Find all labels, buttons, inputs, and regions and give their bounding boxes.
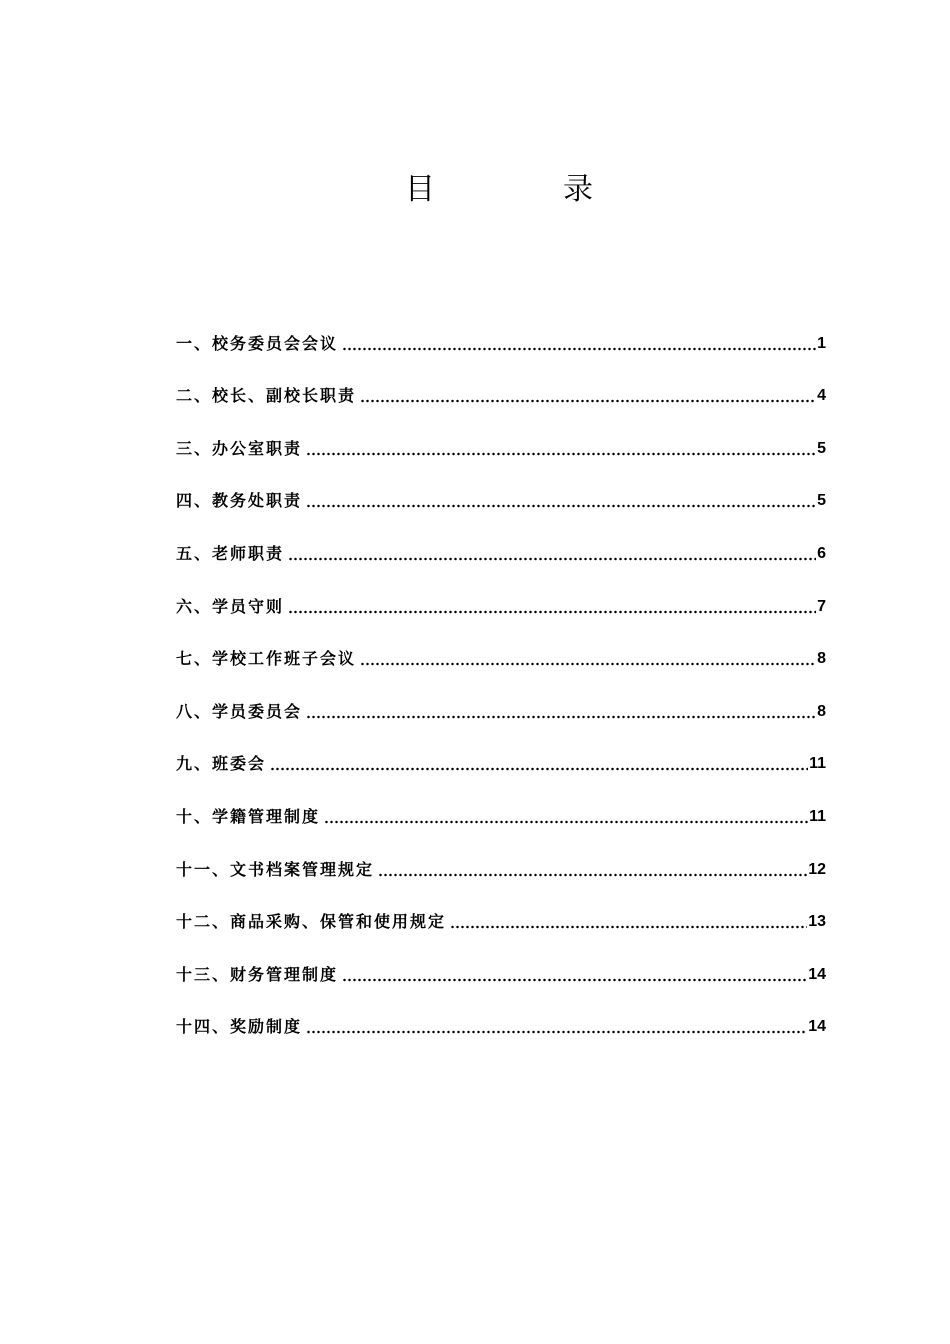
toc-entry-page: 11 (809, 755, 826, 773)
toc-entry-label: 七、学校工作班子会议 (176, 649, 357, 669)
toc-entry-page: 5 (817, 439, 826, 457)
toc-entry-2[interactable] (176, 355, 826, 408)
toc-dot-leader (360, 383, 816, 403)
title-char-lu: 录 (563, 172, 593, 207)
toc-entry-6[interactable] (176, 565, 826, 618)
toc-entry-4[interactable] (176, 460, 826, 513)
toc-dot-leader (360, 646, 816, 666)
toc-dot-leader (306, 436, 816, 456)
toc-dot-leader (342, 331, 816, 351)
title-char-mu: 目 (405, 172, 435, 207)
table-of-contents (176, 302, 826, 1038)
toc-entry-page: 14 (808, 1018, 826, 1036)
toc-dot-leader (288, 594, 816, 614)
toc-entry-page: 8 (817, 650, 826, 668)
toc-dot-leader (306, 488, 816, 508)
toc-entry-9[interactable] (176, 723, 826, 776)
toc-entry-label: 八、学员委员会 (176, 701, 303, 721)
toc-entry-14[interactable] (176, 986, 826, 1039)
toc-entry-label: 二、校长、副校长职责 (176, 386, 357, 406)
toc-entry-page: 11 (809, 807, 826, 825)
toc-dot-leader (306, 1014, 807, 1034)
toc-entry-13[interactable] (176, 933, 826, 986)
toc-entry-1[interactable] (176, 302, 826, 355)
toc-entry-page: 13 (808, 913, 826, 931)
toc-entry-page: 4 (817, 387, 826, 405)
toc-entry-3[interactable] (176, 407, 826, 460)
toc-entry-label: 十二、商品采购、保管和使用规定 (176, 912, 447, 932)
toc-entry-8[interactable] (176, 670, 826, 723)
toc-entry-7[interactable] (176, 618, 826, 671)
toc-entry-page: 6 (817, 544, 826, 562)
toc-entry-label: 四、教务处职责 (176, 491, 303, 511)
toc-entry-label: 三、办公室职责 (176, 438, 303, 458)
toc-entry-5[interactable] (176, 512, 826, 565)
toc-dot-leader (342, 962, 807, 982)
toc-dot-leader (378, 857, 807, 877)
toc-entry-page: 12 (808, 860, 826, 878)
toc-dot-leader (450, 909, 807, 929)
toc-entry-label: 十四、奖励制度 (176, 1017, 303, 1037)
toc-entry-label: 十一、文书档案管理规定 (176, 859, 375, 879)
toc-entry-10[interactable] (176, 775, 826, 828)
toc-dot-leader (324, 804, 808, 824)
toc-entry-page: 8 (817, 702, 826, 720)
toc-entry-12[interactable] (176, 881, 826, 934)
toc-entry-11[interactable] (176, 828, 826, 881)
toc-entry-page: 14 (808, 965, 826, 983)
toc-dot-leader (270, 751, 808, 771)
toc-entry-label: 九、班委会 (176, 754, 267, 774)
toc-entry-page: 1 (817, 334, 826, 352)
toc-entry-label: 十、学籍管理制度 (176, 806, 321, 826)
toc-entry-label: 一、校务委员会会议 (176, 333, 339, 353)
toc-entry-label: 六、学员守则 (176, 596, 285, 616)
page-title (0, 170, 950, 220)
toc-entry-page: 7 (817, 597, 826, 615)
toc-entry-label: 五、老师职责 (176, 543, 285, 563)
toc-dot-leader (306, 699, 816, 719)
toc-entry-label: 十三、财务管理制度 (176, 964, 339, 984)
toc-entry-page: 5 (817, 492, 826, 510)
toc-dot-leader (288, 541, 816, 561)
